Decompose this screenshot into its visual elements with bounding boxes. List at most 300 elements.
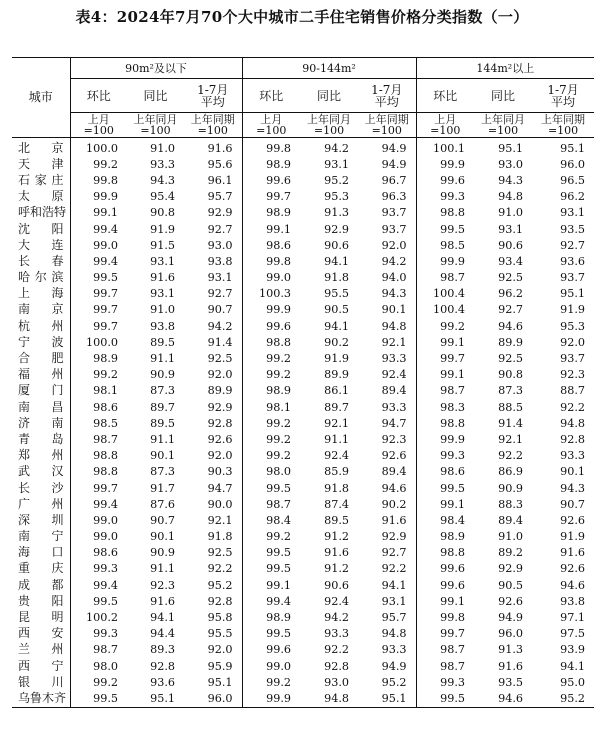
index-value: 94.8 [498, 190, 524, 204]
index-value: 99.4 [242, 593, 300, 609]
index-value: 99.5 [242, 480, 300, 496]
index-value: 99.2 [242, 350, 300, 366]
table-row [12, 609, 594, 625]
city-name: 石家庄 [18, 172, 64, 187]
table-row [12, 237, 594, 253]
index-value: 99.9 [416, 156, 474, 172]
yoy-header: 同比 [474, 79, 532, 113]
index-value: 91.1 [150, 432, 175, 446]
index-value: 98.9 [242, 609, 300, 625]
index-value: 91.3 [324, 206, 350, 220]
index-value: 99.8 [242, 138, 300, 157]
index-value: 94.8 [560, 416, 586, 430]
city-name: 西 安 [18, 626, 64, 641]
city-name: 乌鲁木齐 [12, 690, 70, 707]
table-row [12, 561, 594, 577]
index-value: 93.3 [381, 643, 407, 657]
index-value: 98.5 [416, 237, 474, 253]
index-value: 99.2 [70, 367, 127, 383]
index-value: 99.7 [70, 480, 127, 496]
index-value: 93.1 [324, 157, 350, 171]
index-value: 98.7 [70, 431, 127, 447]
index-value: 92.7 [381, 546, 407, 560]
index-value: 90.1 [150, 449, 175, 463]
index-value: 94.4 [150, 627, 175, 641]
index-value: 91.9 [324, 352, 350, 366]
index-value: 89.7 [150, 400, 175, 414]
index-value: 95.2 [381, 675, 407, 689]
index-value: 100.2 [70, 609, 127, 625]
index-value: 93.1 [498, 222, 524, 236]
index-value: 92.2 [324, 643, 350, 657]
index-value: 94.7 [207, 481, 233, 495]
city-column-header: 城市 [12, 58, 70, 138]
index-value: 91.6 [381, 513, 407, 527]
index-value: 95.7 [381, 611, 407, 625]
index-value: 95.4 [150, 190, 175, 204]
city-name: 郑 州 [18, 448, 64, 463]
index-value: 94.1 [324, 319, 350, 333]
index-value: 92.3 [381, 432, 407, 446]
index-value: 92.0 [207, 368, 233, 382]
prev-year-period-base: 上年同期 =100 [532, 113, 594, 138]
index-value: 99.9 [416, 431, 474, 447]
index-value: 90.7 [207, 303, 233, 317]
ytd-avg-header: 1-7月 平均 [358, 79, 416, 113]
index-value: 99.0 [70, 529, 127, 545]
index-value: 98.9 [242, 156, 300, 172]
index-value: 95.7 [207, 190, 233, 204]
index-value: 99.2 [242, 529, 300, 545]
index-value: 89.3 [150, 643, 175, 657]
index-value: 91.8 [324, 271, 350, 285]
index-value: 99.0 [242, 658, 300, 674]
index-value: 96.2 [498, 287, 524, 301]
index-value: 98.7 [416, 658, 474, 674]
index-value: 95.1 [498, 141, 524, 155]
index-value: 90.0 [207, 497, 233, 511]
index-value: 90.6 [498, 238, 524, 252]
index-value: 92.5 [207, 546, 233, 560]
index-value: 90.2 [381, 497, 407, 511]
city-name: 银 川 [18, 674, 64, 689]
index-value: 99.6 [242, 172, 300, 188]
index-value: 91.9 [560, 303, 586, 317]
index-value: 99.5 [70, 690, 127, 707]
city-name: 宁 波 [18, 334, 64, 349]
index-value: 95.1 [127, 690, 184, 707]
index-value: 93.9 [560, 643, 586, 657]
index-value: 92.5 [207, 352, 233, 366]
index-value: 99.7 [70, 302, 127, 318]
index-value: 99.9 [242, 690, 300, 707]
index-value: 98.6 [70, 399, 127, 415]
index-value: 87.6 [150, 497, 175, 511]
index-value: 94.8 [381, 627, 407, 641]
index-value: 95.3 [324, 190, 350, 204]
index-value: 93.1 [150, 254, 175, 268]
index-value: 99.3 [416, 448, 474, 464]
index-value: 99.9 [70, 189, 127, 205]
index-value: 94.1 [324, 254, 350, 268]
mom-header: 环比 [70, 79, 127, 113]
index-value: 87.4 [324, 497, 350, 511]
index-value: 98.0 [70, 658, 127, 674]
index-value: 89.5 [150, 335, 175, 349]
unit-row [12, 113, 594, 138]
index-value: 93.7 [381, 222, 407, 236]
city-name: 重 庆 [18, 561, 64, 576]
index-value: 94.2 [324, 611, 350, 625]
yoy-header: 同比 [300, 79, 358, 113]
index-value: 93.6 [560, 254, 586, 268]
index-value: 88.5 [498, 400, 524, 414]
index-value: 99.1 [70, 205, 127, 221]
table-row [12, 383, 594, 399]
index-value: 92.6 [560, 513, 586, 527]
index-value: 95.2 [324, 173, 350, 187]
ytd-avg-header: 1-7月 平均 [184, 79, 242, 113]
index-value: 93.3 [381, 352, 407, 366]
index-value: 95.1 [207, 675, 233, 689]
index-value: 90.5 [498, 578, 524, 592]
index-value: 91.0 [498, 530, 524, 544]
index-value: 99.3 [70, 561, 127, 577]
index-value: 90.7 [560, 497, 586, 511]
city-name: 太 原 [18, 189, 64, 204]
index-value: 92.0 [381, 238, 407, 252]
index-value: 94.6 [381, 481, 407, 495]
index-value: 99.2 [242, 448, 300, 464]
index-value: 99.5 [242, 545, 300, 561]
city-name: 沈 阳 [18, 221, 64, 236]
index-value: 99.4 [70, 221, 127, 237]
index-value: 95.5 [207, 627, 233, 641]
index-value: 93.5 [560, 222, 586, 236]
index-value: 98.8 [416, 545, 474, 561]
index-value: 99.8 [242, 253, 300, 269]
index-value: 98.7 [242, 496, 300, 512]
index-value: 99.1 [242, 577, 300, 593]
index-value: 96.0 [184, 690, 242, 707]
index-value: 91.1 [324, 432, 350, 446]
index-value: 91.7 [150, 481, 175, 495]
index-value: 90.1 [560, 465, 586, 479]
index-value: 92.6 [207, 432, 233, 446]
index-value: 91.4 [498, 416, 524, 430]
index-value: 93.5 [498, 675, 524, 689]
index-value: 93.3 [150, 157, 175, 171]
index-value: 92.6 [560, 562, 586, 576]
index-value: 93.3 [324, 627, 350, 641]
city-name: 南 昌 [18, 399, 64, 414]
mom-header: 环比 [242, 79, 300, 113]
index-value: 99.0 [242, 270, 300, 286]
index-value: 100.3 [242, 286, 300, 302]
index-value: 98.4 [416, 512, 474, 528]
index-value: 99.1 [242, 221, 300, 237]
group-header-medium: 90-144m² [242, 58, 416, 79]
index-value: 94.6 [474, 690, 532, 707]
table-row [12, 415, 594, 431]
index-value: 92.0 [560, 335, 586, 349]
index-value: 91.2 [324, 562, 350, 576]
index-value: 100.0 [70, 334, 127, 350]
index-value: 94.9 [381, 157, 407, 171]
index-value: 94.9 [498, 611, 524, 625]
index-value: 90.2 [324, 335, 350, 349]
table-body [12, 138, 594, 708]
index-value: 95.8 [207, 611, 233, 625]
index-value: 99.7 [70, 286, 127, 302]
index-value: 99.5 [242, 561, 300, 577]
index-value: 92.4 [381, 368, 407, 382]
index-value: 92.0 [207, 449, 233, 463]
table-row [12, 399, 594, 415]
index-value: 91.6 [498, 659, 524, 673]
index-value: 92.9 [498, 562, 524, 576]
city-name: 贵 阳 [18, 593, 64, 608]
index-value: 92.5 [498, 352, 524, 366]
index-value: 94.1 [560, 659, 586, 673]
index-value: 93.8 [150, 319, 175, 333]
index-value: 99.2 [242, 674, 300, 690]
index-value: 90.8 [150, 206, 175, 220]
city-name: 海 口 [18, 545, 64, 560]
index-value: 90.8 [498, 368, 524, 382]
index-value: 93.1 [381, 594, 407, 608]
index-value: 94.3 [381, 287, 407, 301]
group-header-large: 144m²以上 [416, 58, 594, 79]
city-name: 兰 州 [18, 642, 64, 657]
index-value: 89.9 [324, 368, 350, 382]
table-row [12, 642, 594, 658]
index-value: 93.3 [560, 449, 586, 463]
table-row [12, 138, 594, 157]
table-row [12, 286, 594, 302]
index-value: 91.0 [150, 303, 175, 317]
index-value: 96.1 [207, 173, 233, 187]
index-value: 99.3 [416, 674, 474, 690]
index-value: 95.2 [207, 578, 233, 592]
index-value: 94.8 [300, 690, 358, 707]
index-value: 98.3 [416, 399, 474, 415]
city-name: 广 州 [18, 496, 64, 511]
index-value: 92.5 [498, 271, 524, 285]
ytd-avg-header: 1-7月 平均 [532, 79, 594, 113]
index-value: 94.1 [150, 611, 175, 625]
table-row [12, 593, 594, 609]
index-value: 92.8 [207, 416, 233, 430]
index-value: 99.5 [416, 221, 474, 237]
index-value: 99.0 [70, 237, 127, 253]
index-value: 91.6 [324, 546, 350, 560]
index-value: 92.9 [324, 222, 350, 236]
index-value: 93.6 [150, 675, 175, 689]
index-value: 98.8 [242, 334, 300, 350]
index-value: 94.8 [381, 319, 407, 333]
prev-year-month-base: 上年同月 =100 [300, 113, 358, 138]
index-value: 94.2 [207, 319, 233, 333]
yoy-header: 同比 [127, 79, 184, 113]
index-value: 99.5 [242, 626, 300, 642]
index-value: 98.6 [242, 237, 300, 253]
index-value: 91.6 [150, 594, 175, 608]
index-value: 90.9 [498, 481, 524, 495]
index-value: 91.0 [498, 206, 524, 220]
index-value: 98.8 [416, 205, 474, 221]
index-value: 91.4 [207, 335, 233, 349]
table-row [12, 480, 594, 496]
index-value: 89.5 [324, 513, 350, 527]
table-row [12, 464, 594, 480]
index-value: 85.9 [324, 465, 350, 479]
table-row [12, 205, 594, 221]
index-value: 100.4 [416, 302, 474, 318]
index-value: 92.3 [560, 368, 586, 382]
index-value: 90.3 [207, 465, 233, 479]
index-value: 99.2 [416, 318, 474, 334]
table-row [12, 350, 594, 366]
index-value: 99.8 [70, 172, 127, 188]
index-value: 99.7 [70, 318, 127, 334]
index-value: 99.0 [70, 512, 127, 528]
index-value: 99.5 [416, 480, 474, 496]
index-value: 91.3 [498, 643, 524, 657]
index-value: 95.0 [560, 675, 586, 689]
index-value: 92.9 [207, 400, 233, 414]
index-value: 99.1 [416, 496, 474, 512]
city-name: 厦 门 [18, 383, 64, 398]
index-value: 94.7 [381, 416, 407, 430]
index-value: 99.3 [70, 626, 127, 642]
index-value: 89.5 [150, 416, 175, 430]
index-value: 98.9 [70, 350, 127, 366]
index-value: 89.4 [381, 384, 407, 398]
index-value: 99.7 [242, 189, 300, 205]
index-value: 99.9 [242, 302, 300, 318]
index-value: 95.5 [324, 287, 350, 301]
index-value: 92.1 [324, 416, 350, 430]
index-value: 99.1 [416, 593, 474, 609]
prev-month-base: 上月 =100 [70, 113, 127, 138]
index-value: 93.7 [560, 352, 586, 366]
index-value: 99.2 [70, 674, 127, 690]
index-value: 98.6 [416, 464, 474, 480]
index-value: 94.2 [324, 141, 350, 155]
index-value: 99.5 [70, 593, 127, 609]
index-value: 92.1 [381, 335, 407, 349]
index-value: 92.2 [207, 562, 233, 576]
index-value: 96.7 [381, 173, 407, 187]
index-value: 92.4 [324, 594, 350, 608]
city-name: 合 肥 [18, 351, 64, 366]
prev-year-period-base: 上年同期 =100 [358, 113, 416, 138]
index-value: 92.6 [381, 449, 407, 463]
index-value: 93.0 [207, 238, 233, 252]
index-value: 93.0 [324, 675, 350, 689]
index-value: 96.0 [498, 627, 524, 641]
index-value: 94.3 [560, 481, 586, 495]
index-value: 98.7 [416, 642, 474, 658]
index-value: 90.9 [150, 546, 175, 560]
price-index-table [12, 57, 594, 708]
index-value: 98.0 [242, 464, 300, 480]
index-value: 91.9 [560, 530, 586, 544]
index-value: 96.0 [560, 157, 586, 171]
index-value: 98.7 [416, 270, 474, 286]
city-name: 昆 明 [18, 610, 64, 625]
index-value: 93.3 [381, 400, 407, 414]
index-value: 91.6 [150, 271, 175, 285]
index-value: 94.2 [381, 254, 407, 268]
table-row [12, 334, 594, 350]
index-value: 93.4 [498, 254, 524, 268]
index-value: 92.3 [150, 578, 175, 592]
index-value: 89.7 [324, 400, 350, 414]
index-value: 99.4 [70, 253, 127, 269]
index-value: 94.3 [498, 173, 524, 187]
index-value: 96.5 [560, 173, 586, 187]
city-name: 济 南 [18, 415, 64, 430]
city-name: 长 沙 [18, 480, 64, 495]
index-value: 97.1 [560, 611, 586, 625]
index-value: 92.2 [560, 400, 586, 414]
index-value: 98.1 [242, 399, 300, 415]
index-value: 90.6 [324, 578, 350, 592]
index-value: 99.2 [242, 431, 300, 447]
index-value: 90.5 [324, 303, 350, 317]
index-value: 98.4 [242, 512, 300, 528]
city-name: 青 岛 [18, 431, 64, 446]
index-value: 91.1 [150, 352, 175, 366]
index-value: 91.2 [324, 530, 350, 544]
table-row [12, 253, 594, 269]
city-name: 南 宁 [18, 529, 64, 544]
table-row [12, 189, 594, 205]
index-value: 93.0 [498, 157, 524, 171]
index-value: 92.7 [207, 222, 233, 236]
index-value: 99.1 [416, 367, 474, 383]
table-row [12, 448, 594, 464]
index-value: 93.1 [150, 287, 175, 301]
index-value: 100.1 [416, 138, 474, 157]
index-value: 92.6 [498, 594, 524, 608]
prev-month-base: 上月 =100 [242, 113, 300, 138]
table-row [12, 431, 594, 447]
index-value: 93.1 [207, 271, 233, 285]
table-row [12, 690, 594, 707]
index-value: 88.7 [560, 384, 586, 398]
index-value: 94.0 [381, 271, 407, 285]
index-value: 95.3 [560, 319, 586, 333]
index-value: 99.6 [416, 577, 474, 593]
index-value: 93.7 [381, 206, 407, 220]
index-value: 89.2 [498, 546, 524, 560]
index-value: 92.2 [381, 562, 407, 576]
city-name: 深 圳 [18, 512, 64, 527]
index-value: 99.9 [416, 253, 474, 269]
city-name: 上 海 [18, 286, 64, 301]
table-row [12, 302, 594, 318]
index-value: 92.4 [324, 449, 350, 463]
index-value: 90.7 [150, 513, 175, 527]
index-value: 98.9 [416, 529, 474, 545]
index-value: 95.9 [207, 659, 233, 673]
index-value: 92.8 [207, 594, 233, 608]
index-value: 92.8 [324, 659, 350, 673]
group-header-small: 90m²及以下 [70, 58, 242, 79]
